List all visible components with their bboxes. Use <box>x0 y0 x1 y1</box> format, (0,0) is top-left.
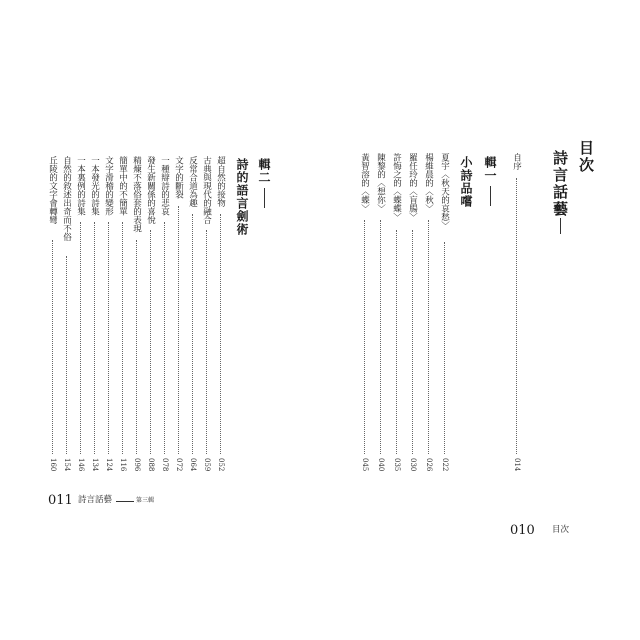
toc-subtitle: 詩言話藝 <box>551 150 569 218</box>
entry-title: 一本裏例的詩集 <box>75 156 86 216</box>
entry-page: 160 <box>49 458 57 472</box>
entry-title: 超自然的接物 <box>215 156 226 207</box>
entry-page: 096 <box>133 458 141 472</box>
entry-page: 026 <box>425 458 433 472</box>
entry-leader <box>122 222 123 454</box>
entry-leader <box>108 222 109 454</box>
entry-leader <box>178 206 179 454</box>
section1-rule <box>490 186 491 206</box>
entry-title: 羅任玲的〈盲腸〉 <box>407 153 418 221</box>
entry-page: 040 <box>377 458 385 472</box>
entry-page: 078 <box>161 458 169 472</box>
entry-title: 黃智溶的〈蝶〉 <box>359 153 370 213</box>
entry-leader <box>396 230 397 454</box>
entry-page: 154 <box>63 458 71 472</box>
entry-leader <box>80 222 81 454</box>
entry-leader <box>220 214 221 454</box>
section2-heading: 輯二 <box>257 158 271 184</box>
section2-rule <box>264 188 265 208</box>
entry-title: 文字滑稽的變形 <box>103 156 114 216</box>
entry-title: 精煉不落俗套的表現 <box>131 156 142 233</box>
left-running-sub: 第三輯 <box>136 497 155 504</box>
entry-page: 052 <box>217 458 225 472</box>
entry-leader <box>380 220 381 454</box>
entry-title: 陳黎的〈想你〉 <box>375 153 386 213</box>
left-folio: 011 <box>48 493 73 508</box>
section1-subheading: 小詩品嚐 <box>459 156 473 208</box>
preface-page: 014 <box>513 458 521 472</box>
entry-leader <box>94 222 95 454</box>
entry-page: 124 <box>105 458 113 472</box>
entry-title: 文字的斷裂 <box>173 156 184 199</box>
entry-leader <box>66 256 67 454</box>
entry-page: 088 <box>147 458 155 472</box>
section1-heading: 輯一 <box>483 156 497 182</box>
toc-title: 目次 <box>577 140 595 174</box>
entry-title: 丘陵的文字會轉彎 <box>47 156 58 224</box>
entry-title: 發生新關係的喜悅 <box>145 156 156 224</box>
entry-title: 自然的敘述出奇而不俗 <box>61 156 72 241</box>
entry-page: 035 <box>393 458 401 472</box>
entry-page: 134 <box>91 458 99 472</box>
entry-page: 045 <box>361 458 369 472</box>
entry-title: 夏宇〈秋天的哀愁〉 <box>439 153 450 230</box>
entry-leader <box>52 240 53 454</box>
entry-title: 古典與現代的融合 <box>201 156 212 224</box>
entry-title: 一本發光的詩集 <box>89 156 100 216</box>
entry-page: 059 <box>203 458 211 472</box>
entry-leader <box>150 230 151 454</box>
right-running-head: 目次 <box>552 525 570 535</box>
entry-leader <box>136 240 137 454</box>
entry-leader <box>428 220 429 454</box>
entry-leader <box>364 220 365 454</box>
entry-page: 064 <box>189 458 197 472</box>
entry-leader <box>412 230 413 454</box>
entry-leader <box>206 230 207 454</box>
entry-title: 許悔之的〈蝶蝶〉 <box>391 153 402 221</box>
entry-title: 簡單中的不簡單 <box>117 156 128 216</box>
entry-page: 022 <box>441 458 449 472</box>
right-folio: 010 <box>510 523 535 538</box>
entry-title: 楊維晨的〈秋〉 <box>423 153 434 213</box>
preface-leader <box>516 178 517 454</box>
subtitle-dash <box>560 218 561 234</box>
entry-title: 反常合道為趣 <box>187 156 198 207</box>
section2-subheading: 詩的語言劍術 <box>235 158 249 236</box>
left-running-head: 詩言話藝 <box>78 495 113 505</box>
entry-leader <box>444 242 445 454</box>
entry-page: 146 <box>77 458 85 472</box>
running-head-dash <box>116 501 134 502</box>
entry-page: 072 <box>175 458 183 472</box>
entry-page: 030 <box>409 458 417 472</box>
entry-title: 一種辯詩的悲哀 <box>159 156 170 216</box>
preface-title: 自序 <box>511 153 522 170</box>
entry-leader <box>164 222 165 454</box>
entry-leader <box>192 214 193 454</box>
entry-page: 116 <box>119 458 127 472</box>
